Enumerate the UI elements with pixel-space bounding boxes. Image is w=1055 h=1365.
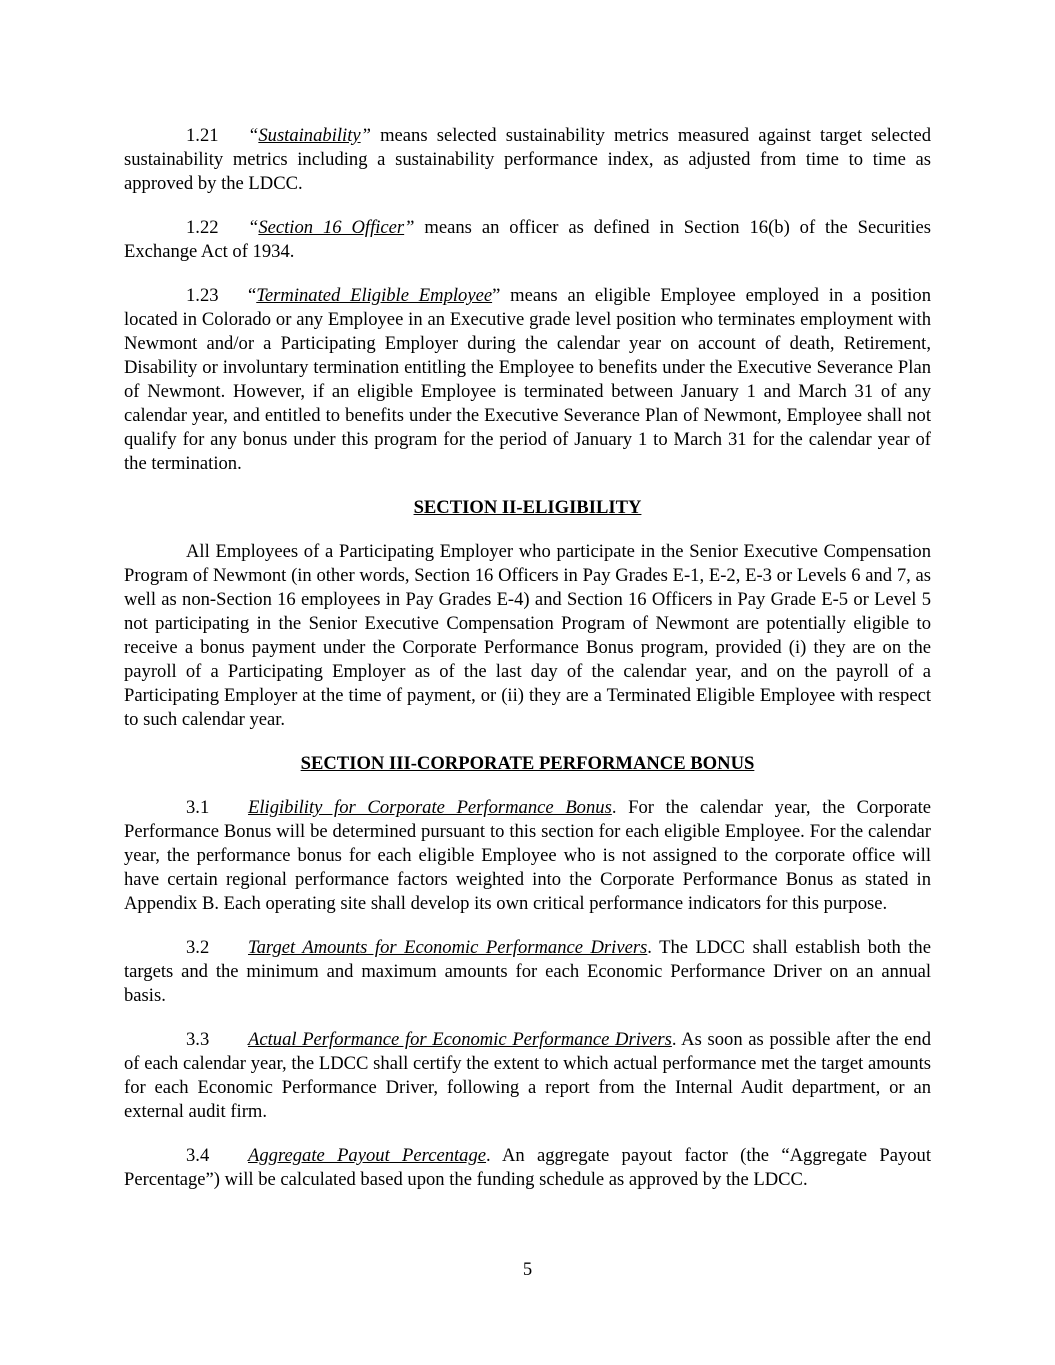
section-number: 1.21 <box>186 125 219 146</box>
clause-title: Aggregate Payout Percentage <box>248 1145 487 1166</box>
clause-title: Target Amounts for Economic Performance Drivers <box>248 937 648 958</box>
close-quote: ” <box>492 285 501 306</box>
clause-text: . For the calendar year, the Corporate Performance Bonus will be determined pursuant to this section for each eligible Employee. For the calendar year, the performance bonus for each eligible Employee who is not assigned to the corporate office will have certain regional performance factors weighted into the Corporate Performance Bonus as stated in Appendix B. Each operating site shall develop its own critical performance indicators for this purpose. <box>124 797 931 914</box>
defined-term: Terminated Eligible Employee <box>256 285 493 306</box>
section-number: 1.22 <box>186 217 219 238</box>
open-quote: “ <box>248 217 259 238</box>
definition-text: means an officer as defined in Section 16(b) of the Securities Exchange Act of 1934. <box>124 217 931 262</box>
defined-term: Sustainability <box>258 125 361 146</box>
definition-1-21 <box>124 124 931 196</box>
clause-3-4 <box>124 1144 931 1192</box>
open-quote: “ <box>248 125 259 146</box>
section-number: 3.3 <box>186 1029 210 1050</box>
clause-title: Eligibility for Corporate Performance Bonus <box>248 797 612 818</box>
section-number: 1.23 <box>186 285 219 306</box>
close-quote: ” <box>360 125 371 146</box>
defined-term: Section 16 Officer <box>258 217 405 238</box>
clause-3-2 <box>124 936 931 1008</box>
section-heading-corporate-performance-bonus: SECTION III-CORPORATE PERFORMANCE BONUS <box>300 753 755 774</box>
clause-3-1 <box>124 796 931 916</box>
close-quote: ” <box>404 217 415 238</box>
definition-1-22 <box>124 216 931 264</box>
page-number: 5 <box>522 1259 533 1280</box>
clause-title: Actual Performance for Economic Performance Drivers <box>248 1029 672 1050</box>
section-number: 3.2 <box>186 937 210 958</box>
clause-text: . An aggregate payout factor (the “Aggregate Payout Percentage”) will be calculated based upon the funding schedule as approved by the LDCC. <box>124 1145 931 1190</box>
clause-text: . As soon as possible after the end of each calendar year, the LDCC shall certify the extent to which actual performance met the target amounts for each Economic Performance Driver, following a report from the Internal Audit department, or an external audit firm. <box>124 1029 931 1122</box>
eligibility-paragraph: All Employees of a Participating Employer who participate in the Senior Executive Compensation Program of Newmont (in other words, Section 16 Officers in Pay Grades E-1, E-2, E-3 or Levels 6 and 7, as well as non-Section 16 employees in Pay Grades E-4) and Section 16 Officers in Pay Grade E-5 or Level 5 not participating in the Senior Executive Compensation Program of Newmont are potentially eligible to receive a bonus payment under the Corporate Performance Bonus program, provided (i) they are on the payroll of a Participating Employer as of the last day of the calendar year, and on the payroll of a Participating Employer at the time of payment, or (ii) they are a Terminated Eligible Employee with respect to such calendar year. <box>124 541 931 730</box>
open-quote: “ <box>248 285 257 306</box>
clause-text: . The LDCC shall establish both the targets and the minimum and maximum amounts for each Economic Performance Driver on an annual basis. <box>124 937 931 1006</box>
clause-3-3 <box>124 1028 931 1124</box>
definition-1-23 <box>124 284 931 476</box>
definition-text: means selected sustainability metrics measured against target selected sustainability metrics including a sustainability performance index, as adjusted from time to time as approved by the LDCC. <box>124 125 931 194</box>
section-heading-eligibility: SECTION II-ELIGIBILITY <box>413 497 642 518</box>
definition-text: means an eligible Employee employed in a position located in Colorado or any Employee in an Executive grade level position who terminates employment with Newmont and/or a Participating Employer during the calendar year on account of death, Retirement, Disability or involuntary termination entitling the Employee to benefits under the Executive Severance Plan of Newmont. However, if an eligible Employee is terminated between January 1 and March 31 of any calendar year, and entitled to benefits under the Executive Severance Plan of Newmont, Employee shall not qualify for any bonus under this program for the period of January 1 to March 31 for the calendar year of the termination. <box>124 285 932 474</box>
section-number: 3.4 <box>186 1145 210 1166</box>
section-number: 3.1 <box>186 797 210 818</box>
document-page <box>124 124 931 1212</box>
